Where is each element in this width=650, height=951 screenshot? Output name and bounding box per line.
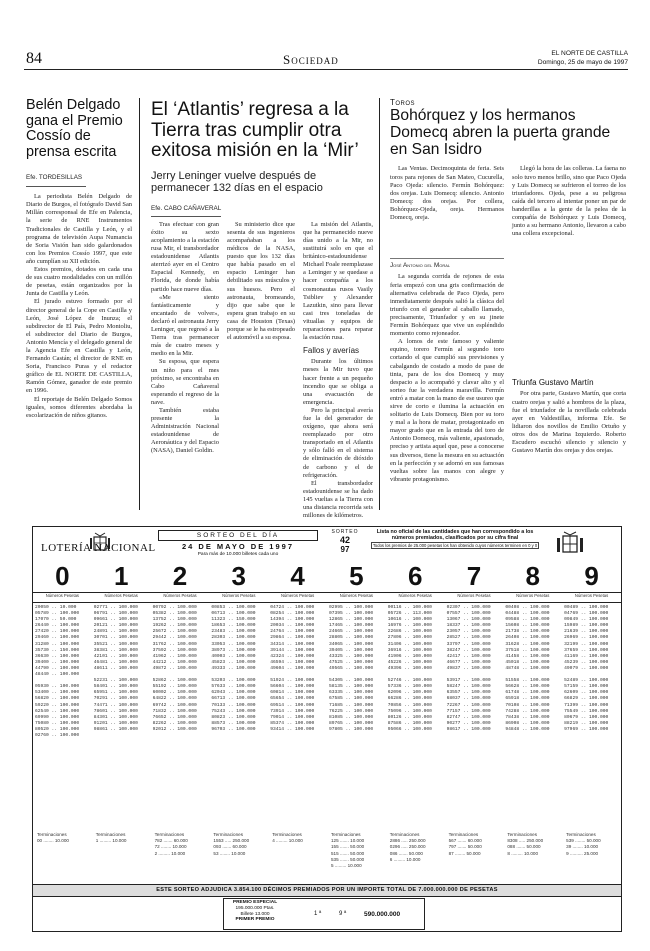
right-byline: José Antonio del Moral <box>390 258 504 269</box>
sorteo-number: 42 <box>339 535 350 545</box>
digit-label: 3 <box>231 561 247 591</box>
special-total: 590.000.000 <box>364 911 401 918</box>
center-paragraph: La misión del Atlantis, que ha permanecido nueve días unido a la Mir, no sustituirá solo en que el británico-estadounidense Michael Foale reemplazase a Leninger y se quedase a hacer compañía a los cosmonautas rusos Vasily Tsibliev y Alexander Lazutkin, sino para llevar casi tres toneladas de vituallas y equipos de reparaciones para reparar la estación rusa. <box>303 220 373 342</box>
center-paragraph: Durante los últimos meses la Mir tuvo que hacer frente a un pequeño incendio que se obliga a una evacuación de emergencia. <box>303 358 373 406</box>
center-paragraph: Pero la principal avería fue la del generador de oxígeno, que ahora será reemplazado por otro transportado en el Atlantis y sólo falló en el sistema de eliminación de dióxido de carbono y el de refrigeración. <box>303 406 373 479</box>
column-header: Números Pesetas <box>516 593 550 598</box>
center-paragraph: «Me siento fantásticamente y encantado de volver», declaró el astronauta Jerry Leninger, que regresó a la Tierra tras permanecer más de cuatro meses y medio en la Mir. <box>151 293 219 358</box>
center-article <box>151 99 373 520</box>
right-subhead: Triunfa Gustavo Martín <box>512 378 594 388</box>
center-paragraph: El transbordador estadounidense se ha dado 145 vueltas a la Tierra con una distancia recorrida seis millones de kilómetros. <box>303 479 373 520</box>
sorteo-box <box>325 529 365 559</box>
left-paragraph: Estos premios, dotados en cada una de sus cuatro modalidades con un millón de pesetas, están organizados por la Junta de Castilla y León. <box>26 266 132 298</box>
header-rule <box>24 69 628 70</box>
center-subhead: Fallos y averías <box>303 346 360 356</box>
column-divider-right <box>379 98 380 510</box>
prize-column: 00408 .. 100.000 04488 .. 100.000 09588 .. 100.000 15608 .. 100.000 21738 .. 100.000 26408 .. 100.000 31628 .. 100.000 37518 .. 100.000 41458 .. 100.000 45018 .. 100.000 48748 .. 100.000 51558 .. 100.000 56628 .. 100.000 61748 .. 100.000 65918 .. 100.000 70108 .. 100.000 74288 .. 100.000 78438 .. 100.000 86908 .. 100.000 94848 .. 100.000 <box>505 605 550 732</box>
draw-subtitle: Para más de 10.000 billetes cada uno <box>197 552 279 557</box>
digit-label: 0 <box>55 561 70 591</box>
prize-column: 00489 .. 100.000 04769 .. 100.000 09849 .. 100.000 15989 .. 100.000 21639 .. 100.000 26969 .. 100.000 32199 .. 100.000 37659 .. 100.000 41169 .. 100.000 45239 .. 100.000 49079 .. 100.000 52489 .. 100.000 57159 .. 100.000 62609 .. 100.000 66829 .. 100.000 71399 .. 100.000 75549 .. 100.000 80679 .. 100.000 88219 .. 100.000 97969 .. 100.000 <box>564 605 609 732</box>
prize-column: 00116 .. 100.000 05726 .. 113.000 10616 .. 100.000 16976 .. 100.000 22686 .. 100.000 27806 .. 100.000 31406 .. 100.000 36916 .. 100.000 41906 .. 100.000 45226 .. 100.000 49396 .. 100.000 52746 .. 100.000 57336 .. 100.000 62096 .. 100.000 66286 .. 100.000 70856 .. 100.000 75096 .. 100.000 80126 .. 100.000 87586 .. 100.000 95066 .. 100.000 <box>387 605 432 732</box>
prize-column: 04724 .. 100.000 08254 .. 100.000 14394 .. 100.000 20034 .. 100.000 24764 .. 100.000 29864 .. 100.000 34314 .. 100.000 39144 .. 100.000 42324 .. 100.000 46594 .. 100.000 49604 .. 100.000 51924 .. 100.000 56604 .. 100.000 60814 .. 100.000 65654 .. 100.000 69514 .. 100.000 73914 .. 100.000 79014 .. 100.000 85374 .. 100.000 93414 .. 100.000 <box>270 605 315 732</box>
left-headline: Belén Delgado gana el Premio Cossío de prensa escrita <box>26 97 123 160</box>
termination-cell: Terminaciones 125 ....... 10.000 155 ....... 50.000 515 ....... 50.000 535 ....... 50.000 5 ......... 10.000 <box>330 832 365 869</box>
right-summary <box>390 165 504 255</box>
prize-column: 20050 .. 10.000 05789 .. 100.000 17070 .. 50.000 26440 .. 100.000 27420 .. 100.000 29460 .. 100.000 31280 .. 100.000 35730 .. 150.000 36630 .. 100.000 39400 .. 100.000 44790 .. 100.000 48440 .. 100.000 05930 .. 100.000 53400 .. 100.000 56820 .. 100.000 59220 .. 100.000 62540 .. 100.000 69990 .. 100.000 75080 .. 100.000 80520 .. 100.000 02760 .. 100.000 <box>35 605 80 738</box>
right-crest-icon <box>555 530 585 558</box>
digit-header-row <box>33 561 621 591</box>
sorteo-label: SORTEO <box>331 529 359 535</box>
center-body-col-3 <box>303 220 373 520</box>
right-headline: Bohórquez y los hermanos Domecq abren la puerta grande en San Isidro <box>390 107 611 158</box>
notice-subtext: Todos los premios de 25.000 pesetas los han obtenido cuyos números terminen en 0 y 0 <box>372 543 538 549</box>
termination-cell: Terminaciones 1553 ..... 250.000 093 ....... 60.000 53 ........ 10.000 <box>213 832 250 856</box>
center-body-col-1 <box>151 221 219 493</box>
prize-column: 02995 .. 100.000 07395 .. 100.000 12865 .. 100.000 17465 .. 100.000 24665 .. 100.000 28805 .. 100.000 34065 .. 100.000 39405 .. 100.000 43325 .. 100.000 47525 .. 100.000 49565 .. 100.000 54305 .. 100.000 58135 .. 100.000 63335 .. 100.000 67585 .. 100.000 71685 .. 100.000 76225 .. 100.000 81085 .. 100.000 89765 .. 100.000 97805 .. 100.000 <box>328 605 374 732</box>
lottery-brand: LOTERÍA NACIONAL <box>41 542 156 554</box>
paper-date: Domingo, 25 de mayo de 1997 <box>537 59 628 66</box>
prize-column: 02307 .. 100.000 07557 .. 100.000 13067 .. 100.000 18337 .. 100.000 23057 .. 100.000 28527 .. 100.000 33797 .. 100.000 38247 .. 100.000 42417 .. 100.000 46677 .. 100.000 49837 .. 100.000 53917 .. 100.000 58247 .. 100.000 63557 .. 100.000 68037 .. 100.000 72267 .. 100.000 77157 .. 100.000 82747 .. 100.000 90277 .. 100.000 98617 .. 100.000 <box>446 605 491 732</box>
column-header: Números Pesetas <box>222 593 256 598</box>
first-prize-label: PRIMER PREMIO <box>235 917 275 923</box>
left-body <box>26 193 132 523</box>
digit-label: 8 <box>525 561 540 591</box>
column-header: Números Pesetas <box>457 593 491 598</box>
column-header: Números Pesetas <box>339 593 374 598</box>
right-paragraph: Las Ventas. Decimoquinta de feria. Seis toros para rejones de San Mateo, Cucurella, Paco Ojeda: silencio. Fermín Bohórquez: dos orejas. Luis Domecq: silencio. Antonio Domecq: dos orejas. Por collera, Bohórquez-Ojeda, oreja. Hermanos Domecq, oreja. <box>390 165 504 222</box>
right-body-col-1 <box>390 273 504 491</box>
digit-label: 2 <box>172 561 188 591</box>
section-title: Sociedad <box>283 52 339 67</box>
right-kicker: Toros <box>390 98 416 107</box>
left-paragraph: La periodista Belén Delgado de Diario de Burgos, el fotógrafo David San Millán corresponsal de Efe en Palencia, la serie de RNE Instrumentos Tradicionales de Castilla y León, y el programa de televisión Aupa Numancia de Soria Visión han sido galardonados con los Premios Cossío 1997, que este año cumplían su XII edición. <box>26 193 132 265</box>
column-header: Números Pesetas <box>280 593 315 598</box>
right-paragraph: A lomos de este famoso y valiente equino, torero Fermín al segundo toro cortando el que cumplió sus previsiones y cabalgando de costado a modo de pase de tinta, para de los dos Domecq y muy despacio a lo acompañó y clavar alto y el sorteo fue la verdadera maravilla. Fermín entró a matar con la mano de ese usureo que sirve de corto e ilumina la actuación en solitario de Luis Domecq. Bien por su toro y mal a la hora de matar, protagonizado en mayor grado que en la entrada del toro de Antonio Domecq, más valiente, apasionado, preciso y artista aquel que, pese a conocerse sus diversos, tiene la mesura en su actuación en la perfección y se adornó en sus famosas vueltas sobre las manos con alegre y vibrante protagonismo. <box>390 338 504 483</box>
special-fraction: 1 ª <box>314 911 322 917</box>
center-paragraph: Su esposa, que espera un niño para el mes próximo, se encontraba en Cabo Cañaveral esperando el regreso de la nave. <box>151 358 219 406</box>
right-body-col-3 <box>512 390 626 486</box>
column-header-row <box>33 593 621 601</box>
lottery-rule <box>33 602 621 603</box>
center-body-col-2 <box>227 221 295 493</box>
special-prize-amount: 195.000.000 Ptas. <box>235 905 275 911</box>
center-paragraph: Tras efectuar con gran éxito su sexto acoplamiento a la estación rusa Mir, el transbordador estadounidense Atlantis aterrizó ayer en el Centro Espacial Kennedy, en Florida, de donde había partido hace nueve días. <box>151 220 219 293</box>
column-header: Números Pesetas <box>104 593 138 598</box>
termination-cell: Terminaciones 2886 ..... 250.000 0296 ..... 250.000 086 ....... 50.000 6 ......... 10.000 <box>389 832 426 862</box>
center-deck: Jerry Leninger vuelve después de permanecer 132 días en el espacio <box>151 169 323 195</box>
left-paragraph: El reportaje de Belén Delgado Somos iguales, somos diferentes abordaba la escolarización de niños gitanos. <box>26 395 132 419</box>
lottery-notice <box>371 529 539 557</box>
digit-label: 7 <box>466 561 482 591</box>
termination-cell: Terminaciones 782 ....... 60.000 72 ........ 10.000 2 ......... 10.000 <box>154 832 188 856</box>
draw-box <box>158 530 318 557</box>
lottery-footer: ESTE SORTEO ADJUDICA 3.854.100 DÉCIMOS PREMIADOS POR UN IMPORTE TOTAL DE 7.000.000.000 DE PESETAS <box>33 884 621 897</box>
page-number: 84 <box>26 50 42 67</box>
prize-column: 00792 .. 100.000 05382 .. 100.000 13752 .. 100.000 19262 .. 100.000 25672 .. 100.000 29442 .. 100.000 31762 .. 100.000 37592 .. 100.000 41962 .. 100.000 44212 .. 100.000 49872 .. 100.000 52862 .. 100.000 55192 .. 100.000 60002 .. 100.000 64822 .. 100.000 69742 .. 100.000 71832 .. 100.000 76652 .. 100.000 82262 .. 100.000 92012 .. 100.000 <box>152 605 197 732</box>
special-prize-billete: Billete 13.000 <box>240 911 270 917</box>
prize-grid <box>33 605 621 739</box>
draw-date: 24 DE MAYO DE 1997 <box>181 542 294 551</box>
right-paragraph: La segunda corrida de rejones de esta feria empezó con una gris confirmación de alternativa celebrada de Paco Ojeda, pero inmediatamente después salió la clásica del triunfo con el ganador al caballo llamado, precisamente, Triunfador y en su jinete Fermín Bohórquez que vive un espléndido momento como rejoneador. <box>390 273 504 338</box>
prize-column: 02771 .. 100.000 06791 .. 100.000 09661 .. 100.000 20121 .. 100.000 24891 .. 100.000 30701 .. 100.000 35521 .. 100.000 38381 .. 100.000 42101 .. 100.000 46481 .. 100.000 48611 .. 100.000 52231 .. 100.000 58401 .. 100.000 65951 .. 100.000 70291 .. 100.000 74471 .. 100.000 78601 .. 100.000 84301 .. 100.000 91201 .. 100.000 98861 .. 100.000 <box>93 605 138 732</box>
right-article <box>390 98 626 491</box>
termination-cell: Terminaciones 539 ........ 50.000 39 ........ 10.000 9 .......... 25.000 <box>566 832 601 856</box>
termination-cell: Terminaciones 567 ....... 60.000 797 ....... 50.000 87 ........ 50.000 <box>448 832 482 856</box>
column-header: Números Pesetas <box>398 593 432 598</box>
right-paragraph: Llegó la hora de las colleras. La faena no solo tuvo menos brillo, sino que Paco Ojeda y Luis Domecq se sufrieron el torreo de los triunfadores. Ojeda, pese a su peligrosa caída del tercero al intentar poner un par de banderillas a la gente de la pelea de la compañía de Bohórquez y Luis Domecq, junto a su hermano Antonio, llevaron a cabo una collera excepcional. <box>512 165 626 238</box>
left-paragraph: El jurado estuvo formado por el director general de la Cope en Castilla y León, José López de Inunza; el subdirector de El País, Pedro Montoliu, el subdirector del Diario de Burgos, Antonio Mencía y el delegado general de la Agencia Efe en Castilla y León, Fernando Castán; el director de RNE en Soria, Francisco Puras y el redactor gráfico de EL NORTE DE CASTILLA, Ramón Gómez, ganador de este premio en 1996. <box>26 298 132 395</box>
digit-label: 6 <box>407 561 423 591</box>
draw-title: SORTEO DEL DÍA <box>158 530 318 541</box>
special-prize-box <box>223 898 425 930</box>
digit-label: 1 <box>113 561 129 591</box>
column-header: Números Pesetas <box>163 593 197 598</box>
column-header: Números Pesetas <box>574 593 609 598</box>
right-closing: Por otra parte, Gustavo Martín, que corta cuatro orejas y salió a hombros de la plaza, fue el triunfador de la novillada celebrada ayer en Valdestillas, informa Efe. Se lidiaron dos novillos de Emilio Ortuño y otros dos de Marina Izquierdo. Roberto Escudero escuchó silencio y silencio y Gustavo Martín dos orejas y dos orejas. <box>512 390 626 455</box>
digit-label: 5 <box>349 561 364 591</box>
center-byline: Efe. CABO CAÑAVERAL <box>151 204 222 212</box>
center-headline: El ‘Atlantis’ regresa a la Tierra tras cumplir otra exitosa misión en la ‘Mir’ <box>151 99 359 162</box>
lottery-table <box>32 526 622 932</box>
left-article <box>26 98 132 523</box>
center-paragraph: Su ministerio dice que sesenta de sus ingenieros acompañaban a los médicos de la NASA, puesto que los 132 días que había pasado en el espacio Leninger han debilitado sus músculos y sus huesos. Pero el astronauta, bromeando, dijo que sabe que le espera gran trabajo en su casa de Houston (Texas) porque se le ha estropeado el automóvil a su esposa. <box>227 220 295 342</box>
center-paragraph: También estaba presente la Administración Nacional estadounidense de Aeronáutica y del Espacio (NASA), Daniel Goldin. <box>151 406 219 455</box>
digit-label: 4 <box>290 561 305 591</box>
termination-cell: Terminaciones 4 ......... 10.000 <box>272 832 303 844</box>
special-prize-title: PREMIO ESPECIAL <box>232 900 278 905</box>
digit-label: 9 <box>584 561 599 591</box>
termination-cell: Terminaciones 1 ......... 10.000 <box>95 832 127 844</box>
termination-cell: Terminaciones 8308 ..... 250.000 088 ....... 50.000 8 ......... 10.000 <box>507 832 544 856</box>
column-divider-left <box>139 98 140 510</box>
right-body-col-2 <box>512 165 626 373</box>
notice-text: Lista no oficial de las cantidades que han correspondido a los números premiados, clasificados por su cifra final <box>376 529 534 542</box>
sorteo-year: 97 <box>340 545 350 554</box>
column-header: Números Pesetas <box>45 593 80 598</box>
paper-name: EL NORTE DE CASTILLA <box>551 50 628 57</box>
termination-cell: Terminaciones 00 ........ 10.000 <box>37 832 69 844</box>
prize-column: 00853 .. 100.000 06713 .. 100.000 11323 .. 150.000 18653 .. 100.000 23483 .. 100.000 28303 .. 100.000 33053 .. 100.000 38973 .. 100.000 40003 .. 100.000 45823 .. 100.000 49333 .. 100.000 53203 .. 100.000 57633 .. 100.000 62043 .. 100.000 66713 .. 100.000 70133 .. 100.000 75243 .. 100.000 80823 .. 100.000 88573 .. 100.000 96703 .. 100.000 <box>211 605 256 732</box>
special-series: 9 ª <box>339 911 347 917</box>
left-byline: Efe. TORDESILLAS <box>26 174 83 182</box>
terminations-row <box>33 832 621 869</box>
